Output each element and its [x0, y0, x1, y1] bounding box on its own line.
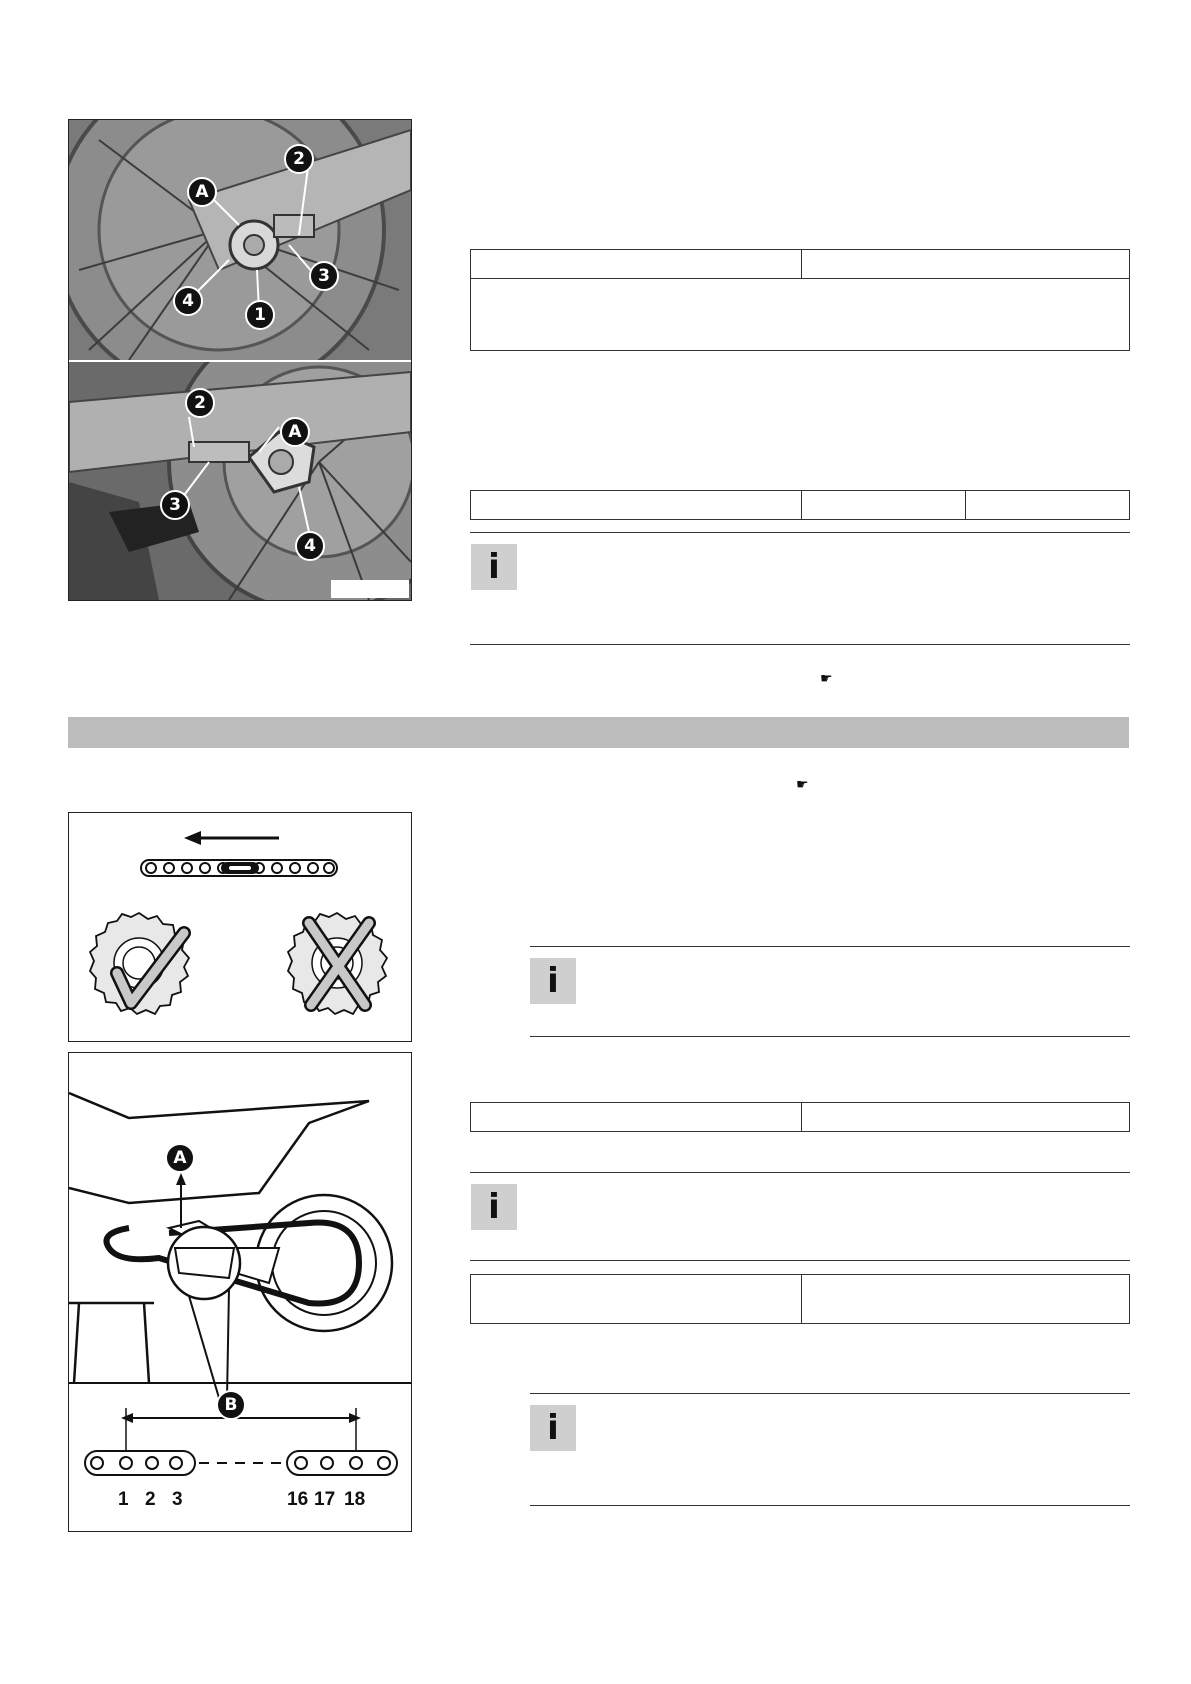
- sprocket-wrong: [288, 913, 387, 1014]
- chain-wear-figure: [68, 1052, 412, 1532]
- callout-2-lower: 2: [185, 388, 215, 418]
- rear-axle-photo-figure: [68, 119, 412, 601]
- info-note-top-rule: [530, 1393, 1130, 1394]
- info-note-bottom-rule: [530, 1036, 1130, 1037]
- spec-table-3: [470, 1102, 1130, 1132]
- callout-4-lower: 4: [295, 531, 325, 561]
- spec-table-4: [470, 1274, 1130, 1324]
- callout-a: A: [165, 1143, 195, 1173]
- chain-sprocket-illustration: [69, 813, 411, 1041]
- chain-link-number: 18: [344, 1489, 366, 1510]
- callout-4: 4: [173, 286, 203, 316]
- chain-segment-right: [287, 1451, 397, 1475]
- sprocket-correct: [90, 913, 189, 1014]
- chain-link-number: 16: [287, 1489, 309, 1510]
- chain-segment-left: [85, 1451, 195, 1475]
- spec-table-2: [470, 490, 1130, 520]
- info-icon: i: [471, 1184, 517, 1230]
- info-note-top-rule: [470, 532, 1130, 533]
- rear-axle-right-side-photo: [69, 362, 411, 600]
- info-note-bottom-rule: [470, 1260, 1130, 1261]
- callout-b: B: [216, 1390, 246, 1420]
- info-icon: i: [530, 1405, 576, 1451]
- info-note-top-rule: [470, 1172, 1130, 1173]
- info-icon: i: [530, 958, 576, 1004]
- callout-1: 1: [245, 300, 275, 330]
- info-note-bottom-rule: [530, 1505, 1130, 1506]
- callout-3: 3: [309, 261, 339, 291]
- chain-wear-illustration: [69, 1053, 411, 1531]
- hand-pointer-icon: ☛: [820, 671, 833, 687]
- info-note-top-rule: [530, 946, 1130, 947]
- chain-sprocket-figure: [68, 812, 412, 1042]
- section-heading-bar: [68, 717, 1129, 748]
- figure-number: [331, 580, 409, 598]
- chain-link-number: 1: [118, 1489, 129, 1510]
- callout-a-lower: A: [280, 417, 310, 447]
- info-icon: i: [471, 544, 517, 590]
- callout-2: 2: [284, 144, 314, 174]
- hand-pointer-icon: ☛: [796, 777, 809, 793]
- rear-axle-left-side-photo: [69, 120, 411, 360]
- callout-3-lower: 3: [160, 490, 190, 520]
- spec-table-1: [470, 249, 1130, 351]
- chain-link-number: 17: [314, 1489, 336, 1510]
- info-note-bottom-rule: [470, 644, 1130, 645]
- chain-link-number: 2: [145, 1489, 156, 1510]
- callout-a: A: [187, 177, 217, 207]
- chain-link-number: 3: [172, 1489, 183, 1510]
